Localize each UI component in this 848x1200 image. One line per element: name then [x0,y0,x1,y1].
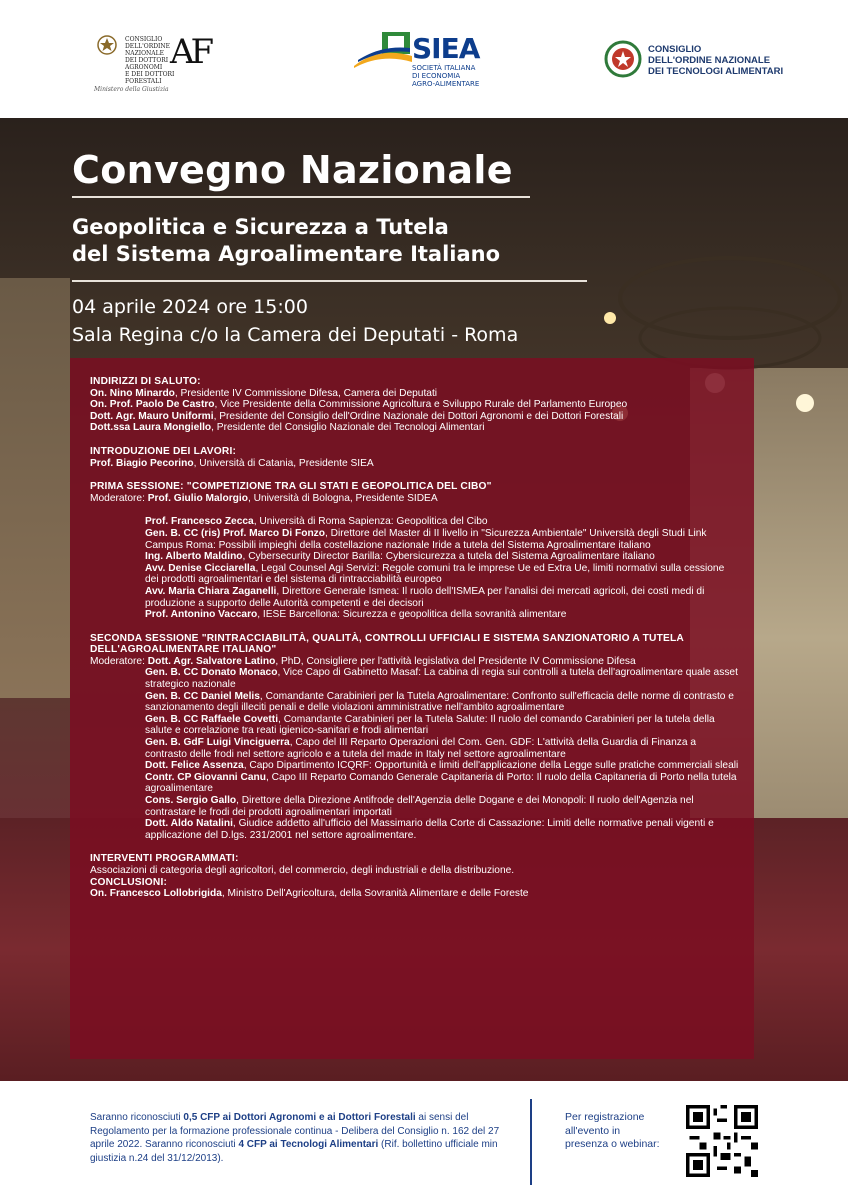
conclusioni-heading: CONCLUSIONI: [90,876,168,888]
list-item: Gen. B. CC (ris) Prof. Marco Di Fonzo, Direttore del Master di II livello in "Sicurezza Ambientale" Università degli Studi Link Campus Roma: Possibili impieghi della costellazione nazionale Iride a tutela del Sistema Agroalimentare italiano [145,527,707,551]
list-item: Dott. Agr. Mauro Uniformi, Presidente del Consiglio dell'Ordine Nazionale dei Dottori Agronomi e dei Dottori Forestali [90,410,624,422]
list-item: Gen. B. CC Donato Monaco, Vice Capo di Gabinetto Masaf: La cabina di regia sui controlli a tutela dell'agroalimentare quale asset strategico nazionale [145,667,738,691]
event-subtitle: Geopolitica e Sicurezza a Tutela del Sistema Agroalimentare Italiano [72,215,501,266]
poster-area [0,118,848,1081]
list-item: Gen. B. CC Daniel Melis, Comandante Carabinieri per la Tutela Agroalimentare: Confronto sull'efficacia delle norme di contrasto e sanzionamento degli illeciti penali e delle violazioni amministrative nell'ambito agroalimentare [145,690,734,714]
republic-emblem-icon [604,40,642,78]
seconda-moderator: Moderatore: Dott. Agr. Salvatore Latino, PhD, Consigliere per l'attività legislativa del Presidente IV Commissione Difesa [90,655,636,667]
event-datetime: 04 aprile 2024 ore 15:00 [72,296,308,318]
siea-subtitle: SOCIETÀ ITALIANA DI ECONOMIA AGRO-ALIMENTARE [412,64,480,88]
list-item: Prof. Antonino Vaccaro, IESE Barcellona: Sicurezza e geopolitica della sovranità alimentare [145,609,567,621]
list-item: Dott.ssa Laura Mongiello, Presidente del Consiglio Nazionale dei Tecnologi Alimentari [90,422,485,434]
interventi-text: Associazioni di categoria degli agricoltori, del commercio, degli industriali e della distribuzione. [90,864,515,876]
list-item: Prof. Biagio Pecorino, Università di Catania, Presidente SIEA [90,457,374,469]
intro-heading: INTRODUZIONE DEI LAVORI: [90,445,237,457]
emblem-icon [96,34,118,56]
title-divider [72,196,530,198]
af-text: CONSIGLIO DELL'ORDINE NAZIONALE DEI DOTTORI AGRONOMI E DEI DOTTORI FORESTALI [125,36,175,85]
registration-text: Per registrazione all'evento in presenza o webinar: [565,1111,660,1150]
subtitle-divider [72,280,587,282]
logo-agronomi-forestali [92,30,242,100]
prima-heading: PRIMA SESSIONE: "COMPETIZIONE TRA GLI STATI E GEOPOLITICA DEL CIBO" [90,481,492,493]
ctal-text: CONSIGLIO DELL'ORDINE NAZIONALE DEI TECNOLOGI ALIMENTARI [648,44,784,77]
siea-swoosh-icon [352,30,414,70]
siea-name: SIEA [412,32,480,65]
ministry-label: Ministero della Giustizia [94,86,169,93]
background-wall-left [0,278,70,698]
qr-code-icon[interactable] [686,1105,758,1177]
list-item: On. Prof. Paolo De Castro, Vice Presidente della Commissione Agricoltura e Sviluppo Rurale del Parlamento Europeo [90,399,628,411]
program-content [90,376,740,900]
prima-moderator: Moderatore: Prof. Giulio Malorgio, Università di Bologna, Presidente SIDEA [90,492,438,504]
event-title: Convegno Nazionale [72,148,513,192]
list-item: Ing. Alberto Maldino, Cybersecurity Director Barilla: Cybersicurezza a tutela del Sistema Agroalimentare italiano [145,551,655,563]
cfp-note: Saranno riconosciuti 0,5 CFP ai Dottori Agronomi e ai Dottori Forestali ai sensi del Regolamento per la formazione professionale continua - Delibera del Consiglio n. 162 del 27 aprile 2022. Saranno riconosciuti 4 CFP ai Tecnologi Alimentari (Rif. bollettino ufficiale min giustizia n.24 del 31/12/2013). [90,1112,500,1164]
list-item: Prof. Francesco Zecca, Università di Roma Sapienza: Geopolitica del Cibo [145,516,488,528]
af-monogram: AF [170,32,211,72]
logo-tecnologi-alimentari [604,40,804,90]
logo-siea [352,28,502,98]
list-item: Contr. CP Giovanni Canu, Capo III Reparto Comando Generale Capitaneria di Porto: Il ruolo della Capitaneria di Porto nella tutela agroalimentare [145,771,737,795]
event-location: Sala Regina c/o la Camera dei Deputati - Roma [72,324,519,346]
list-item: Gen. B. CC Raffaele Covetti, Comandante Carabinieri per la Tutela Salute: Il ruolo del comando Carabinieri per la tutela della salute e correlazione tra reati igienico-sanitari e frodi alimentari [145,713,715,737]
footer [0,1081,848,1200]
saluti-heading: INDIRIZZI DI SALUTO: [90,376,201,387]
interventi-heading: INTERVENTI PROGRAMMATI: [90,853,239,865]
list-item: Gen. B. GdF Luigi Vinciguerra, Capo del III Reparto Operazioni del Com. Gen. GDF: L'attività della Guardia di Finanza a contrasto delle frodi nel settore agricolo e a tutela del made in Italy nel settore agroalimentare [145,737,696,760]
list-item: On. Francesco Lollobrigida, Ministro Dell'Agricoltura, della Sovranità Alimentare e delle Foreste [90,888,529,900]
list-item: Dott. Aldo Natalini, Giudice addetto all'ufficio del Massimario della Corte di Cassazione: Limiti delle normative penali vigenti e applicazione del D.lgs. 231/2001 nel settore agroalimentare. [145,818,714,841]
list-item: Cons. Sergio Gallo, Direttore della Direzione Antifrode dell'Agenzia delle Dogane e dei Monopoli: Il ruolo dell'Agenzia nel contrastare le frodi dei prodotti agroalimentari importati [145,795,694,818]
footer-divider [530,1099,532,1185]
list-item: Avv. Denise Cicciarella, Legal Counsel Agi Servizi: Regole comuni tra le imprese Ue ed Extra Ue, limiti normativi sulla cessione dei prodotti agroalimentari e del sistema di rintracciabilità europeo [145,562,725,586]
header-logos [0,0,848,118]
list-item: Dott. Felice Assenza, Capo Dipartimento ICQRF: Opportunità e limiti dell'applicazione della Legge sulle pratiche commerciali sleali [145,760,739,772]
list-item: Avv. Maria Chiara Zaganelli, Direttore Generale Ismea: Il ruolo dell'ISMEA per l'analisi dei mercati agricoli, dei costi medi di produzione a supporto delle Autorità competenti e dei decisori [145,585,705,609]
list-item: On. Nino Minardo, Presidente IV Commissione Difesa, Camera dei Deputati [90,387,438,399]
seconda-heading: SECONDA SESSIONE "RINTRACCIABILITÀ, QUALITÀ, CONTROLLI UFFICIALI E SISTEMA SANZIONATORIO A TUTELA DELL'AGROALIMENTARE ITALIANO" [90,632,684,656]
